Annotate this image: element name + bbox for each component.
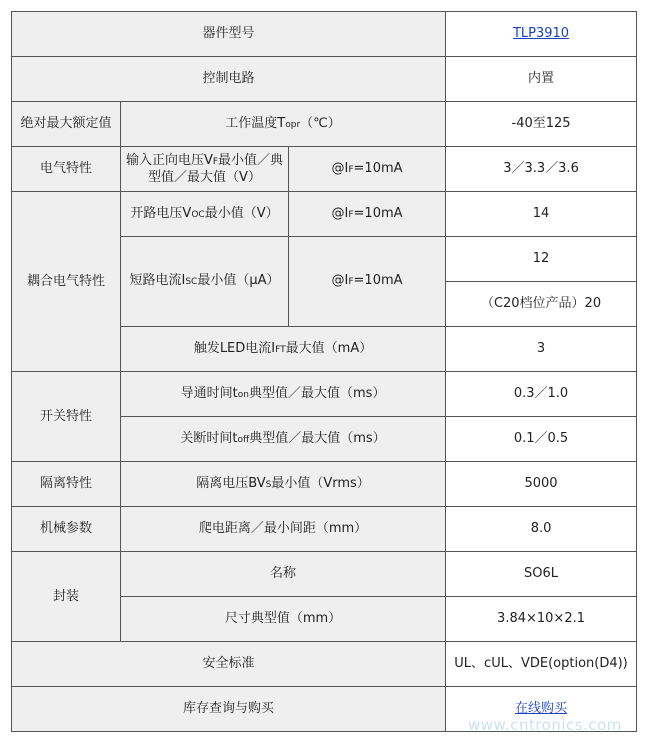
row-model (12, 12, 637, 57)
ift-label (121, 327, 446, 372)
control-label: 控制电路 (12, 57, 446, 102)
abs-group-label: 绝对最大额定值 (12, 102, 121, 147)
safety-label: 安全标准 (12, 642, 446, 687)
buy-online-link[interactable]: 在线购买 (515, 701, 568, 716)
elec-group-label: 电气特性 (12, 147, 121, 192)
pkg-name-value: SO6L (446, 552, 637, 597)
voc-cond-pre: @I (331, 205, 349, 221)
row-voc (12, 192, 637, 237)
ton-text: 导通时间t (180, 385, 238, 401)
switch-group-label: 开关特性 (12, 372, 121, 462)
iso-value: 5000 (446, 462, 637, 507)
mech-label: 爬电距离／最小间距（mm） (121, 507, 446, 552)
iso-rest: 最小值（Vrms） (271, 475, 370, 491)
iso-text: 隔离电压BV (196, 475, 266, 491)
model-link[interactable]: TLP3910 (512, 26, 570, 41)
ift-sub: FT (275, 344, 286, 355)
abs-temp-sub: opr (285, 119, 301, 130)
mech-value: 8.0 (446, 507, 637, 552)
ton-rest: 典型值／最大值（ms） (248, 385, 386, 401)
toff-text: 关断时间t (180, 430, 238, 446)
isc-cond-sub: F (348, 277, 354, 287)
voc-sub: OC (191, 209, 205, 220)
isc-rest: 最小值（μA） (197, 273, 280, 288)
elec-cond-sub: F (348, 164, 354, 175)
iso-sub: S (265, 479, 272, 490)
isc-cond-post: =10mA (353, 273, 403, 288)
isc-text: 短路电流I (129, 273, 186, 288)
row-mechanical (12, 507, 637, 552)
voc-label (121, 192, 289, 237)
buy-label: 库存查询与购买 (12, 687, 446, 732)
toff-rest: 典型值／最大值（ms） (249, 430, 386, 446)
elec-cond-post: =10mA (353, 160, 403, 176)
row-control (12, 57, 637, 102)
ift-text: 触发LED电流I (193, 340, 276, 356)
voc-condition (289, 192, 446, 237)
iso-group-label: 隔离特性 (12, 462, 121, 507)
model-value-cell (446, 12, 637, 57)
ift-rest: 最大值（mA） (285, 340, 373, 356)
ton-value: 0.3／1.0 (446, 372, 637, 417)
voc-cond-sub: F (348, 209, 354, 220)
voc-cond-post: =10mA (353, 205, 403, 221)
elec-vf-text: 输入正向电压V (125, 152, 213, 168)
iso-label (121, 462, 446, 507)
abs-temp-unit: （℃） (300, 115, 341, 131)
isc-label (121, 237, 289, 327)
row-electrical (12, 147, 637, 192)
spec-table (11, 11, 637, 732)
abs-temp-text: 工作温度T (225, 115, 286, 131)
voc-rest: 最小值（V） (204, 205, 279, 221)
row-safety (12, 642, 637, 687)
elec-vf-sub: F (212, 156, 219, 167)
toff-value: 0.1／0.5 (446, 417, 637, 462)
ton-sub: on (237, 389, 249, 400)
ift-value: 3 (446, 327, 637, 372)
row-isolation (12, 462, 637, 507)
elec-condition (289, 147, 446, 192)
isc-condition (289, 237, 446, 327)
isc-cond-pre: @I (331, 273, 349, 288)
row-ton (12, 372, 637, 417)
voc-value: 14 (446, 192, 637, 237)
pkg-group-label: 封装 (12, 552, 121, 642)
abs-temp-label (121, 102, 446, 147)
coupled-group-label: 耦合电气特性 (12, 192, 121, 372)
pkg-size-value: 3.84×10×2.1 (446, 597, 637, 642)
isc-value: 12 (446, 237, 637, 282)
elec-vf-value: 3／3.3／3.6 (446, 147, 637, 192)
voc-text: 开路电压V (130, 205, 192, 221)
pkg-size-label: 尺寸典型值（mm） (121, 597, 446, 642)
toff-sub: off (237, 434, 250, 445)
isc-c20-value: （C20档位产品）20 (446, 282, 637, 327)
abs-temp-value: -40至125 (446, 102, 637, 147)
toff-label (121, 417, 446, 462)
elec-cond-pre: @I (331, 160, 349, 176)
isc-sub: SC (185, 277, 198, 287)
mech-group-label: 机械参数 (12, 507, 121, 552)
watermark: www.cntronics.com (468, 716, 622, 734)
ton-label (121, 372, 446, 417)
elec-vf-label (121, 147, 289, 192)
control-value: 内置 (446, 57, 637, 102)
row-pkg-name (12, 552, 637, 597)
row-abs-max (12, 102, 637, 147)
elec-vf-rest: 最小值／典型值／最大值（V） (148, 152, 284, 185)
model-label: 器件型号 (12, 12, 446, 57)
safety-value: UL、cUL、VDE(option(D4)) (446, 642, 637, 687)
pkg-name-label: 名称 (121, 552, 446, 597)
